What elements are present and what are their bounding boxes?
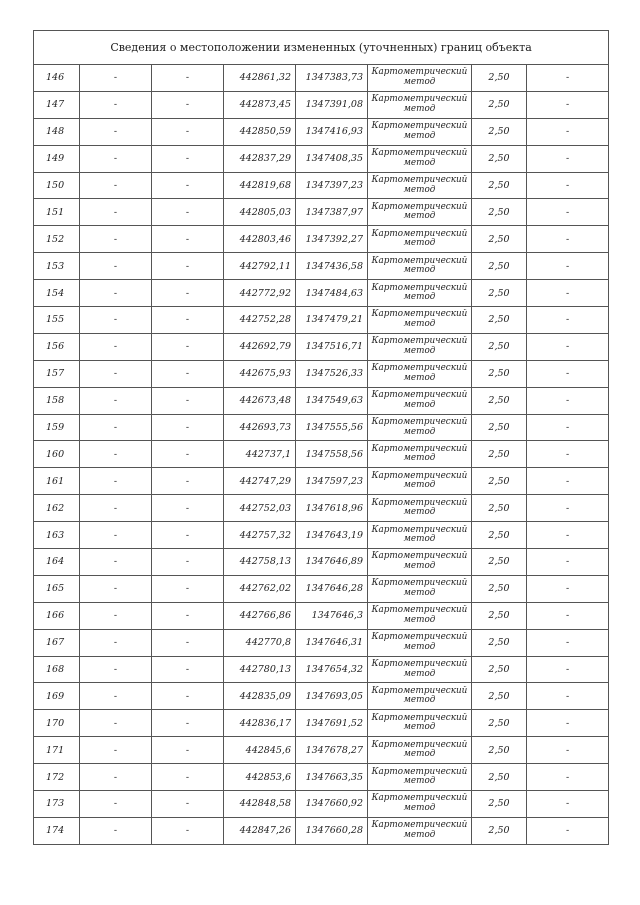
x-coordinate-cell: 442835,09 [224,683,296,710]
point-number-cell: 148 [34,118,80,145]
dash-cell: - [152,118,224,145]
point-number-cell: 156 [34,333,80,360]
dash-cell: - [80,737,152,764]
dash-cell: - [80,575,152,602]
accuracy-cell: 2,50 [472,575,527,602]
y-coordinate-cell: 1347646,31 [296,629,368,656]
x-coordinate-cell: 442847,26 [224,817,296,844]
y-coordinate-cell: 1347693,05 [296,683,368,710]
accuracy-cell: 2,50 [472,172,527,199]
point-number-cell: 164 [34,549,80,576]
x-coordinate-cell: 442675,93 [224,360,296,387]
method-cell: Картометрический метод [368,737,472,764]
table-row [34,253,609,280]
point-number-cell: 151 [34,199,80,226]
point-number-cell: 152 [34,226,80,253]
method-cell: Картометрический метод [368,172,472,199]
y-coordinate-cell: 1347663,35 [296,764,368,791]
method-cell: Картометрический метод [368,145,472,172]
accuracy-cell: 2,50 [472,656,527,683]
dash-cell: - [152,91,224,118]
dash-cell: - [152,199,224,226]
point-number-cell: 167 [34,629,80,656]
table-row [34,226,609,253]
dash-cell: - [80,441,152,468]
accuracy-cell: 2,50 [472,710,527,737]
dash-cell: - [80,172,152,199]
dash-cell: - [152,333,224,360]
dash-cell: - [80,495,152,522]
dash-cell: - [152,791,224,818]
table-row [34,360,609,387]
accuracy-cell: 2,50 [472,65,527,92]
method-cell: Картометрический метод [368,656,472,683]
dash-cell: - [80,307,152,334]
point-number-cell: 165 [34,575,80,602]
table-body [34,31,609,845]
accuracy-cell: 2,50 [472,737,527,764]
y-coordinate-cell: 1347397,23 [296,172,368,199]
dash-cell: - [80,91,152,118]
dash-cell: - [80,522,152,549]
dash-cell: - [80,118,152,145]
method-cell: Картометрический метод [368,333,472,360]
y-coordinate-cell: 1347654,32 [296,656,368,683]
dash-cell: - [527,226,609,253]
method-cell: Картометрический метод [368,226,472,253]
y-coordinate-cell: 1347416,93 [296,118,368,145]
y-coordinate-cell: 1347558,56 [296,441,368,468]
dash-cell: - [80,226,152,253]
accuracy-cell: 2,50 [472,522,527,549]
accuracy-cell: 2,50 [472,549,527,576]
accuracy-cell: 2,50 [472,145,527,172]
method-cell: Картометрический метод [368,280,472,307]
dash-cell: - [152,683,224,710]
dash-cell: - [527,441,609,468]
y-coordinate-cell: 1347526,33 [296,360,368,387]
x-coordinate-cell: 442766,86 [224,602,296,629]
dash-cell: - [80,387,152,414]
table-row [34,65,609,92]
dash-cell: - [80,253,152,280]
accuracy-cell: 2,50 [472,387,527,414]
dash-cell: - [80,333,152,360]
dash-cell: - [80,656,152,683]
x-coordinate-cell: 442792,11 [224,253,296,280]
y-coordinate-cell: 1347646,3 [296,602,368,629]
dash-cell: - [152,226,224,253]
table-row [34,118,609,145]
dash-cell: - [80,199,152,226]
accuracy-cell: 2,50 [472,602,527,629]
point-number-cell: 168 [34,656,80,683]
dash-cell: - [152,387,224,414]
accuracy-cell: 2,50 [472,307,527,334]
table-row [34,414,609,441]
x-coordinate-cell: 442848,58 [224,791,296,818]
dash-cell: - [152,549,224,576]
table-row [34,145,609,172]
y-coordinate-cell: 1347387,97 [296,199,368,226]
method-cell: Картометрический метод [368,65,472,92]
dash-cell: - [527,199,609,226]
accuracy-cell: 2,50 [472,199,527,226]
dash-cell: - [152,764,224,791]
x-coordinate-cell: 442693,73 [224,414,296,441]
accuracy-cell: 2,50 [472,468,527,495]
document-sheet [33,30,608,845]
table-row [34,387,609,414]
accuracy-cell: 2,50 [472,817,527,844]
x-coordinate-cell: 442850,59 [224,118,296,145]
table-row [34,683,609,710]
point-number-cell: 169 [34,683,80,710]
x-coordinate-cell: 442805,03 [224,199,296,226]
method-cell: Картометрический метод [368,199,472,226]
dash-cell: - [152,602,224,629]
dash-cell: - [80,629,152,656]
x-coordinate-cell: 442762,02 [224,575,296,602]
dash-cell: - [527,333,609,360]
point-number-cell: 170 [34,710,80,737]
method-cell: Картометрический метод [368,495,472,522]
y-coordinate-cell: 1347646,89 [296,549,368,576]
y-coordinate-cell: 1347660,28 [296,817,368,844]
accuracy-cell: 2,50 [472,333,527,360]
dash-cell: - [527,280,609,307]
table-row [34,629,609,656]
table-row [34,710,609,737]
method-cell: Картометрический метод [368,118,472,145]
table-row [34,791,609,818]
y-coordinate-cell: 1347484,63 [296,280,368,307]
point-number-cell: 149 [34,145,80,172]
point-number-cell: 154 [34,280,80,307]
table-row [34,280,609,307]
x-coordinate-cell: 442692,79 [224,333,296,360]
point-number-cell: 171 [34,737,80,764]
method-cell: Картометрический метод [368,414,472,441]
dash-cell: - [152,710,224,737]
dash-cell: - [527,817,609,844]
y-coordinate-cell: 1347646,28 [296,575,368,602]
y-coordinate-cell: 1347392,27 [296,226,368,253]
dash-cell: - [527,387,609,414]
point-number-cell: 166 [34,602,80,629]
y-coordinate-cell: 1347691,52 [296,710,368,737]
dash-cell: - [527,172,609,199]
method-cell: Картометрический метод [368,253,472,280]
accuracy-cell: 2,50 [472,118,527,145]
table-header-row [34,31,609,65]
table-title: Сведения о местоположении измененных (уточненных) границ объекта [34,31,609,65]
x-coordinate-cell: 442747,29 [224,468,296,495]
table-row [34,495,609,522]
dash-cell: - [527,737,609,764]
table-row [34,91,609,118]
accuracy-cell: 2,50 [472,629,527,656]
dash-cell: - [527,710,609,737]
x-coordinate-cell: 442752,03 [224,495,296,522]
accuracy-cell: 2,50 [472,280,527,307]
method-cell: Картометрический метод [368,817,472,844]
dash-cell: - [527,602,609,629]
y-coordinate-cell: 1347618,96 [296,495,368,522]
dash-cell: - [152,575,224,602]
point-number-cell: 146 [34,65,80,92]
y-coordinate-cell: 1347597,23 [296,468,368,495]
point-number-cell: 158 [34,387,80,414]
x-coordinate-cell: 442845,6 [224,737,296,764]
point-number-cell: 173 [34,791,80,818]
method-cell: Картометрический метод [368,629,472,656]
method-cell: Картометрический метод [368,468,472,495]
dash-cell: - [80,817,152,844]
dash-cell: - [527,549,609,576]
method-cell: Картометрический метод [368,575,472,602]
method-cell: Картометрический метод [368,710,472,737]
dash-cell: - [527,91,609,118]
dash-cell: - [80,360,152,387]
point-number-cell: 162 [34,495,80,522]
x-coordinate-cell: 442673,48 [224,387,296,414]
table-row [34,764,609,791]
dash-cell: - [527,764,609,791]
dash-cell: - [527,307,609,334]
y-coordinate-cell: 1347436,58 [296,253,368,280]
dash-cell: - [527,656,609,683]
accuracy-cell: 2,50 [472,764,527,791]
method-cell: Картометрический метод [368,522,472,549]
method-cell: Картометрический метод [368,549,472,576]
accuracy-cell: 2,50 [472,91,527,118]
point-number-cell: 155 [34,307,80,334]
accuracy-cell: 2,50 [472,226,527,253]
y-coordinate-cell: 1347555,56 [296,414,368,441]
dash-cell: - [80,791,152,818]
table-row [34,172,609,199]
dash-cell: - [152,172,224,199]
dash-cell: - [80,414,152,441]
method-cell: Картометрический метод [368,307,472,334]
method-cell: Картометрический метод [368,602,472,629]
dash-cell: - [527,629,609,656]
table-row [34,602,609,629]
x-coordinate-cell: 442770,8 [224,629,296,656]
dash-cell: - [152,307,224,334]
table-row [34,333,609,360]
dash-cell: - [527,360,609,387]
point-number-cell: 153 [34,253,80,280]
point-number-cell: 172 [34,764,80,791]
dash-cell: - [152,495,224,522]
x-coordinate-cell: 442861,32 [224,65,296,92]
x-coordinate-cell: 442780,13 [224,656,296,683]
dash-cell: - [152,441,224,468]
dash-cell: - [152,737,224,764]
accuracy-cell: 2,50 [472,683,527,710]
accuracy-cell: 2,50 [472,253,527,280]
dash-cell: - [80,65,152,92]
dash-cell: - [80,602,152,629]
method-cell: Картометрический метод [368,683,472,710]
dash-cell: - [152,65,224,92]
method-cell: Картометрический метод [368,360,472,387]
table-row [34,656,609,683]
table-row [34,468,609,495]
table-row [34,307,609,334]
y-coordinate-cell: 1347516,71 [296,333,368,360]
x-coordinate-cell: 442873,45 [224,91,296,118]
method-cell: Картометрический метод [368,91,472,118]
y-coordinate-cell: 1347660,92 [296,791,368,818]
x-coordinate-cell: 442758,13 [224,549,296,576]
dash-cell: - [80,280,152,307]
x-coordinate-cell: 442837,29 [224,145,296,172]
dash-cell: - [527,414,609,441]
y-coordinate-cell: 1347479,21 [296,307,368,334]
dash-cell: - [152,145,224,172]
x-coordinate-cell: 442772,92 [224,280,296,307]
method-cell: Картометрический метод [368,791,472,818]
method-cell: Картометрический метод [368,441,472,468]
dash-cell: - [80,683,152,710]
x-coordinate-cell: 442853,6 [224,764,296,791]
x-coordinate-cell: 442752,28 [224,307,296,334]
dash-cell: - [527,791,609,818]
accuracy-cell: 2,50 [472,791,527,818]
x-coordinate-cell: 442757,32 [224,522,296,549]
table-row [34,575,609,602]
dash-cell: - [80,764,152,791]
table-row [34,522,609,549]
dash-cell: - [527,468,609,495]
point-number-cell: 174 [34,817,80,844]
method-cell: Картометрический метод [368,764,472,791]
dash-cell: - [527,522,609,549]
accuracy-cell: 2,50 [472,414,527,441]
dash-cell: - [527,253,609,280]
table-row [34,737,609,764]
table-row [34,441,609,468]
dash-cell: - [152,468,224,495]
x-coordinate-cell: 442803,46 [224,226,296,253]
y-coordinate-cell: 1347383,73 [296,65,368,92]
dash-cell: - [80,145,152,172]
dash-cell: - [527,683,609,710]
dash-cell: - [527,118,609,145]
x-coordinate-cell: 442836,17 [224,710,296,737]
dash-cell: - [527,575,609,602]
boundary-points-table [33,30,609,845]
point-number-cell: 160 [34,441,80,468]
accuracy-cell: 2,50 [472,441,527,468]
table-row [34,549,609,576]
table-row [34,817,609,844]
x-coordinate-cell: 442819,68 [224,172,296,199]
dash-cell: - [527,65,609,92]
dash-cell: - [152,280,224,307]
dash-cell: - [152,817,224,844]
point-number-cell: 157 [34,360,80,387]
dash-cell: - [80,710,152,737]
dash-cell: - [527,145,609,172]
accuracy-cell: 2,50 [472,360,527,387]
point-number-cell: 150 [34,172,80,199]
accuracy-cell: 2,50 [472,495,527,522]
x-coordinate-cell: 442737,1 [224,441,296,468]
y-coordinate-cell: 1347678,27 [296,737,368,764]
point-number-cell: 161 [34,468,80,495]
y-coordinate-cell: 1347408,35 [296,145,368,172]
point-number-cell: 147 [34,91,80,118]
point-number-cell: 163 [34,522,80,549]
dash-cell: - [152,360,224,387]
dash-cell: - [152,656,224,683]
dash-cell: - [80,549,152,576]
dash-cell: - [152,253,224,280]
y-coordinate-cell: 1347549,63 [296,387,368,414]
dash-cell: - [152,522,224,549]
y-coordinate-cell: 1347391,08 [296,91,368,118]
table-row [34,199,609,226]
point-number-cell: 159 [34,414,80,441]
dash-cell: - [152,414,224,441]
y-coordinate-cell: 1347643,19 [296,522,368,549]
dash-cell: - [527,495,609,522]
dash-cell: - [152,629,224,656]
dash-cell: - [80,468,152,495]
method-cell: Картометрический метод [368,387,472,414]
